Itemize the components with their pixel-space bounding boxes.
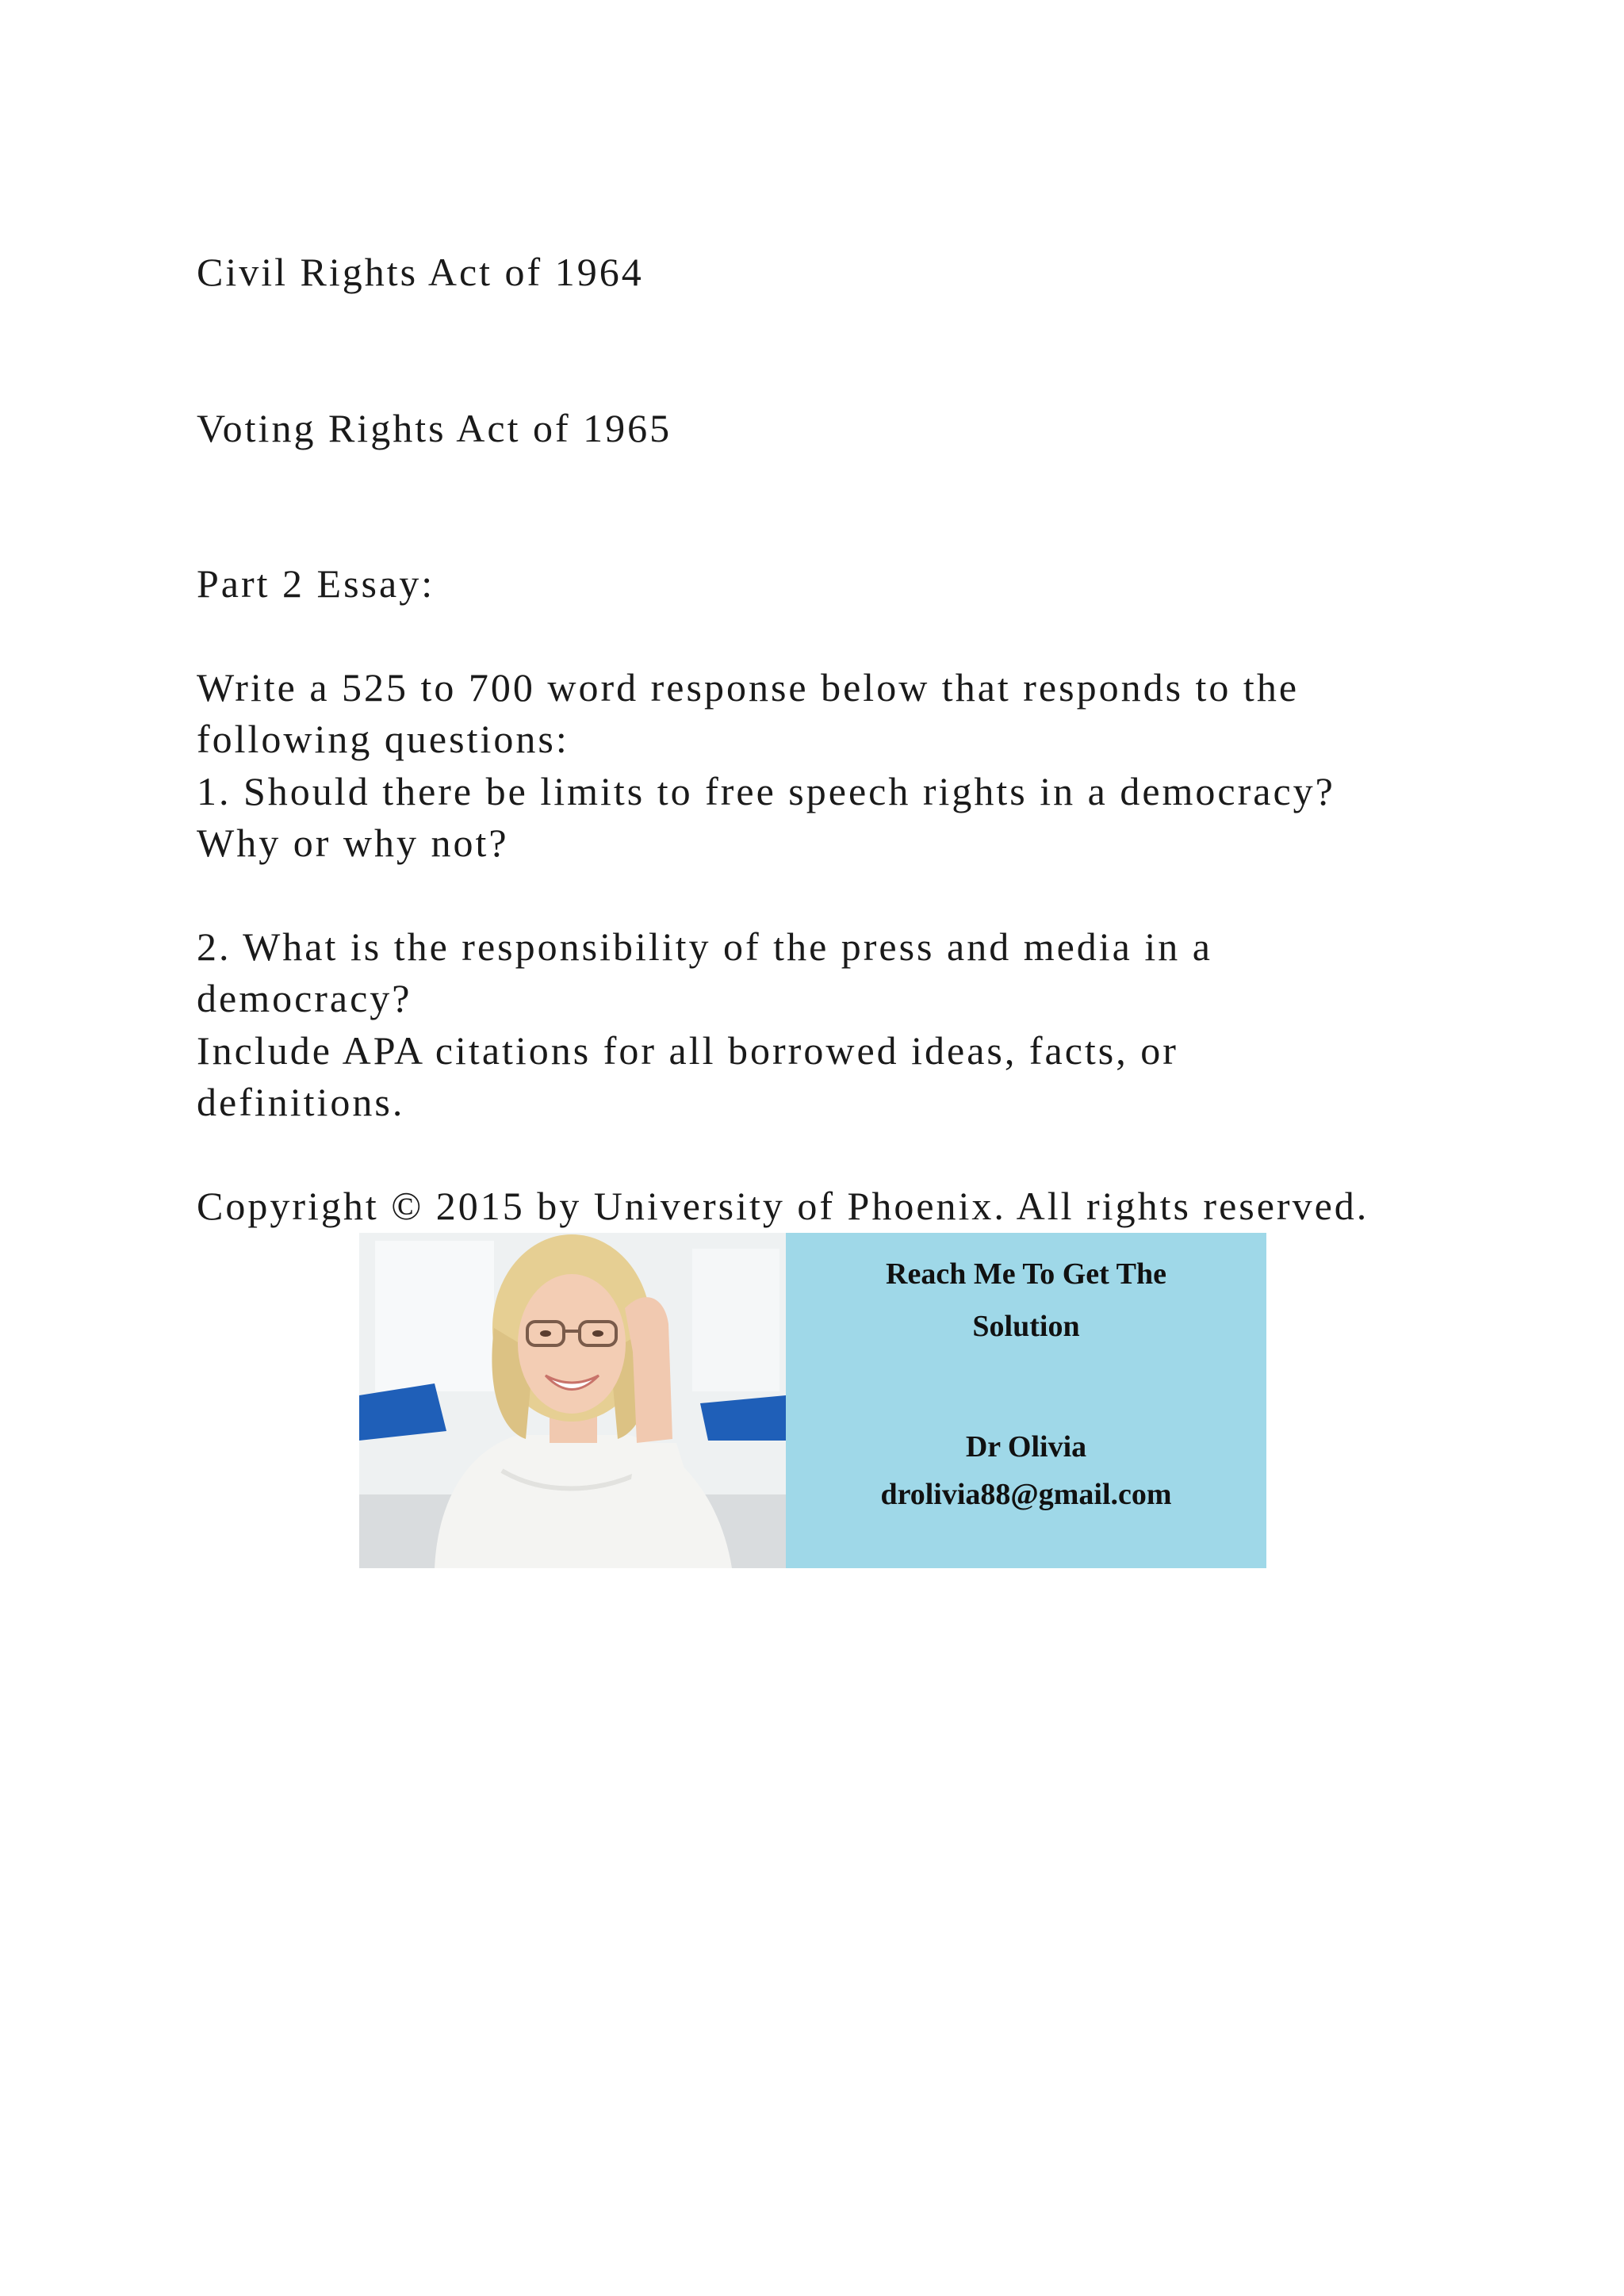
banner-contact-email[interactable]: drolivia88@gmail.com	[880, 1478, 1172, 1511]
contact-info-panel	[786, 1233, 1266, 1568]
citation-instruction-line: definitions.	[197, 1080, 405, 1124]
question-1-line: Why or why not?	[197, 821, 509, 865]
copyright-notice: Copyright © 2015 by University of Phoenix. All rights reserved.	[197, 1184, 1369, 1228]
question-2-line: 2. What is the responsibility of the press and media in a	[197, 924, 1212, 969]
heading-civil-rights-act: Civil Rights Act of 1964	[197, 250, 644, 294]
question-1-line: 1. Should there be limits to free speech rights in a democracy?	[197, 769, 1335, 813]
heading-voting-rights-act: Voting Rights Act of 1965	[197, 406, 672, 450]
question-2-line: democracy?	[197, 976, 412, 1020]
citation-instruction-line: Include APA citations for all borrowed ideas, facts, or	[197, 1028, 1178, 1073]
woman-portrait-photo	[359, 1233, 786, 1568]
banner-heading-line2: Solution	[972, 1310, 1080, 1343]
advertisement-banner[interactable]	[359, 1233, 1266, 1568]
instruction-line: Write a 525 to 700 word response below that responds to the	[197, 665, 1300, 710]
heading-part-2-essay: Part 2 Essay:	[197, 561, 435, 606]
instruction-line: following questions:	[197, 717, 569, 761]
banner-contact-name: Dr Olivia	[965, 1430, 1087, 1464]
banner-heading-line1: Reach Me To Get The	[886, 1257, 1166, 1291]
portrait-illustration	[359, 1233, 786, 1568]
